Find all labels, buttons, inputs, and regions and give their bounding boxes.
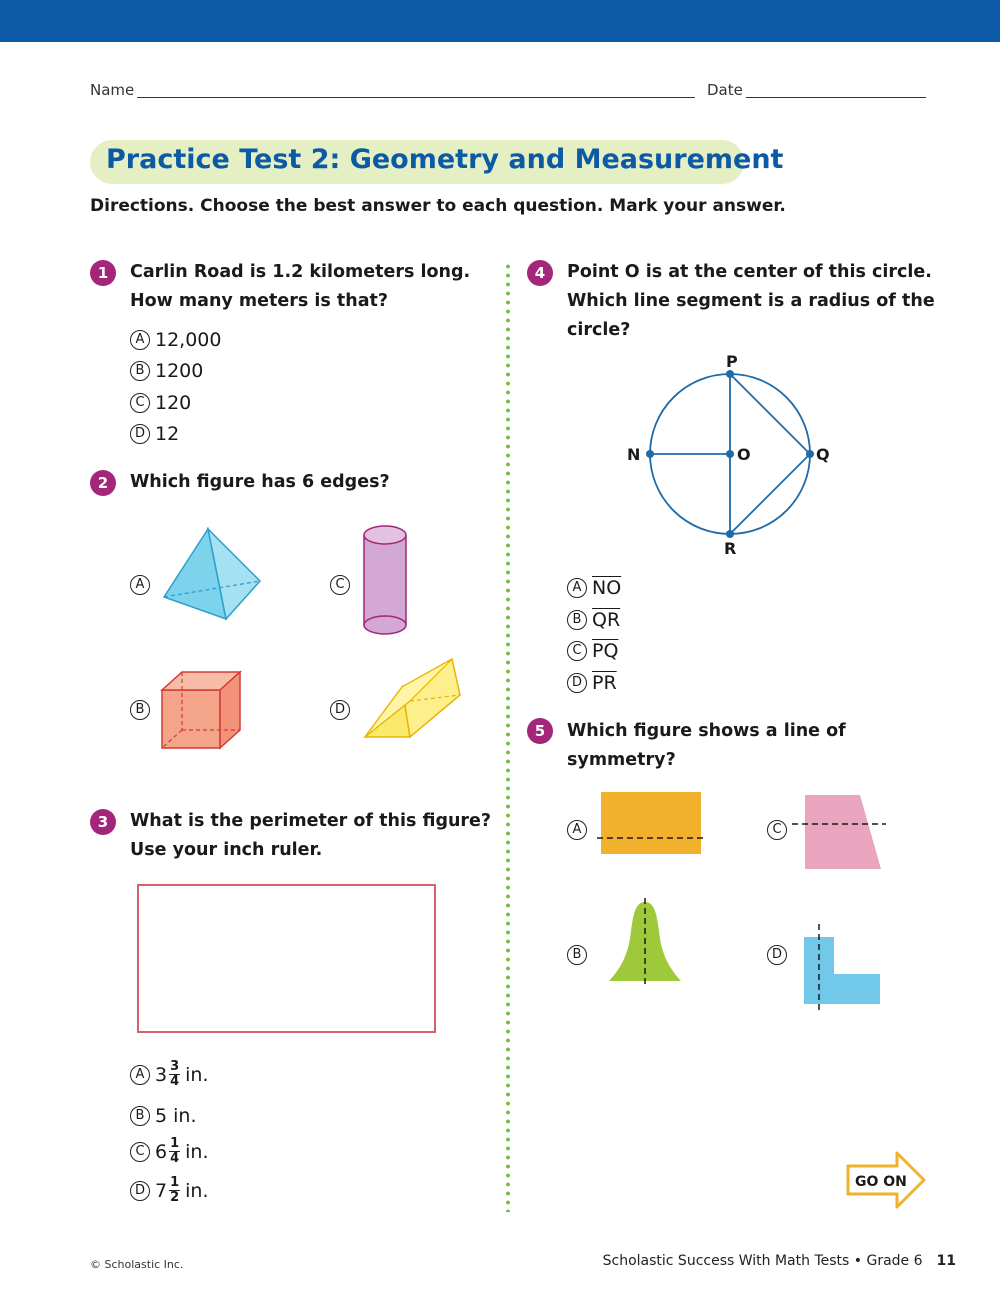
answer-bubble[interactable]: C xyxy=(767,820,787,840)
denominator: 4 xyxy=(170,1074,180,1089)
choice-whole: 7 xyxy=(155,1179,168,1202)
question-text-line: How many meters is that? xyxy=(130,291,389,311)
question-2-text: Which figure has 6 edges? xyxy=(130,472,390,492)
triangular-pyramid-figure xyxy=(160,525,265,625)
answer-bubble[interactable]: D xyxy=(767,945,787,965)
triangular-prism-figure xyxy=(360,655,465,743)
numerator: 1 xyxy=(170,1175,180,1190)
question-5-text xyxy=(567,717,846,775)
question-number: 2 xyxy=(90,470,116,496)
date-label: Date xyxy=(707,81,743,99)
series-title: Scholastic Success With Math Tests • Grade 6 xyxy=(602,1253,923,1269)
circle-diagram xyxy=(620,345,840,560)
answer-choice[interactable] xyxy=(130,329,221,351)
answer-choice[interactable] xyxy=(130,1137,209,1166)
answer-bubble[interactable]: C xyxy=(330,575,350,595)
answer-bubble[interactable]: D xyxy=(330,700,350,720)
numerator: 1 xyxy=(170,1136,180,1151)
name-field-line[interactable] xyxy=(137,97,695,98)
answer-bubble[interactable]: C xyxy=(567,641,587,661)
choice-unit: in. xyxy=(185,1140,209,1163)
question-text-line: Use your inch ruler. xyxy=(130,840,323,860)
segment-text: $\overline{PQ}$ xyxy=(592,640,619,662)
answer-bubble[interactable]: C xyxy=(130,1142,150,1162)
point-label: O xyxy=(737,445,751,464)
answer-choice[interactable] xyxy=(130,423,179,445)
go-on-arrow xyxy=(845,1150,927,1210)
question-text-line: Point O is at the center of this circle. xyxy=(567,262,932,282)
segment-text: $\overline{PR}$ xyxy=(592,672,617,694)
answer-choice[interactable] xyxy=(567,672,617,694)
question-1-text xyxy=(130,258,470,316)
denominator: 4 xyxy=(170,1151,180,1166)
answer-bubble[interactable]: B xyxy=(130,1106,150,1126)
question-text-line: Which figure shows a line of xyxy=(567,721,846,741)
top-color-bar xyxy=(0,0,1000,42)
orange-rectangle-figure xyxy=(595,790,710,856)
rectangle-figure xyxy=(137,884,436,1033)
answer-choice[interactable] xyxy=(130,392,191,414)
point-label: P xyxy=(726,352,738,371)
answer-bubble[interactable]: D xyxy=(130,1181,150,1201)
answer-bubble[interactable]: B xyxy=(567,945,587,965)
segment-text: $\overline{NO}$ xyxy=(592,577,622,599)
answer-bubble[interactable]: D xyxy=(567,673,587,693)
question-3-text xyxy=(130,807,491,865)
answer-bubble[interactable]: A xyxy=(130,330,150,350)
date-field-line[interactable] xyxy=(746,97,926,98)
cube-figure xyxy=(158,668,246,752)
question-number: 5 xyxy=(527,718,553,744)
answer-bubble[interactable]: B xyxy=(130,700,150,720)
answer-choice[interactable] xyxy=(130,1176,209,1205)
point-label: Q xyxy=(816,445,830,464)
answer-bubble[interactable]: A xyxy=(130,1065,150,1085)
question-number: 1 xyxy=(90,260,116,286)
column-divider xyxy=(506,262,510,1212)
fraction xyxy=(169,1176,180,1205)
fraction xyxy=(169,1060,180,1089)
choice-text: 12,000 xyxy=(155,329,222,351)
numerator: 3 xyxy=(170,1059,180,1074)
denominator: 2 xyxy=(170,1190,180,1205)
blue-l-shape-figure xyxy=(800,922,885,1014)
answer-choice[interactable] xyxy=(130,360,203,382)
directions-text: Directions. Choose the best answer to each question. Mark your answer. xyxy=(90,196,786,216)
point-label: R xyxy=(724,539,737,558)
name-label: Name xyxy=(90,81,135,99)
choice-unit: in. xyxy=(185,1063,209,1086)
answer-bubble[interactable]: C xyxy=(130,393,150,413)
cylinder-figure xyxy=(360,524,412,638)
choice-text: 120 xyxy=(155,392,192,414)
question-text-line: symmetry? xyxy=(567,750,676,770)
footer-series xyxy=(603,1253,956,1269)
question-number: 4 xyxy=(527,260,553,286)
choice-text: 1200 xyxy=(155,360,204,382)
answer-bubble[interactable]: B xyxy=(567,610,587,630)
page-title: Practice Test 2: Geometry and Measurement xyxy=(106,144,784,175)
choice-whole: 6 xyxy=(155,1140,168,1163)
answer-bubble[interactable]: A xyxy=(567,578,587,598)
question-text-line: Carlin Road is 1.2 kilometers long. xyxy=(130,262,471,282)
choice-text: 5 in. xyxy=(155,1105,197,1127)
page-number: 11 xyxy=(936,1253,956,1269)
segment-text: $\overline{QR}$ xyxy=(592,609,621,631)
question-text-line: circle? xyxy=(567,320,631,340)
choice-unit: in. xyxy=(185,1179,209,1202)
copyright-text: © Scholastic Inc. xyxy=(90,1258,184,1271)
answer-choice[interactable] xyxy=(130,1060,209,1089)
go-on-label: GO ON xyxy=(855,1174,907,1190)
answer-bubble[interactable]: B xyxy=(130,361,150,381)
point-label: N xyxy=(627,445,641,464)
answer-choice[interactable] xyxy=(567,640,618,662)
answer-bubble[interactable]: D xyxy=(130,424,150,444)
question-number: 3 xyxy=(90,809,116,835)
answer-choice[interactable] xyxy=(130,1105,197,1127)
answer-choice[interactable] xyxy=(567,577,621,599)
question-text-line: Which line segment is a radius of the xyxy=(567,291,935,311)
green-bell-figure xyxy=(605,896,685,990)
pink-trapezoid-figure xyxy=(790,792,890,872)
answer-bubble[interactable]: A xyxy=(567,820,587,840)
answer-bubble[interactable]: A xyxy=(130,575,150,595)
choice-text: 12 xyxy=(155,423,180,445)
choice-whole: 3 xyxy=(155,1063,168,1086)
question-text-line: What is the perimeter of this figure? xyxy=(130,811,492,831)
answer-choice[interactable] xyxy=(567,609,620,631)
question-4-text xyxy=(567,258,935,345)
fraction xyxy=(169,1137,180,1166)
